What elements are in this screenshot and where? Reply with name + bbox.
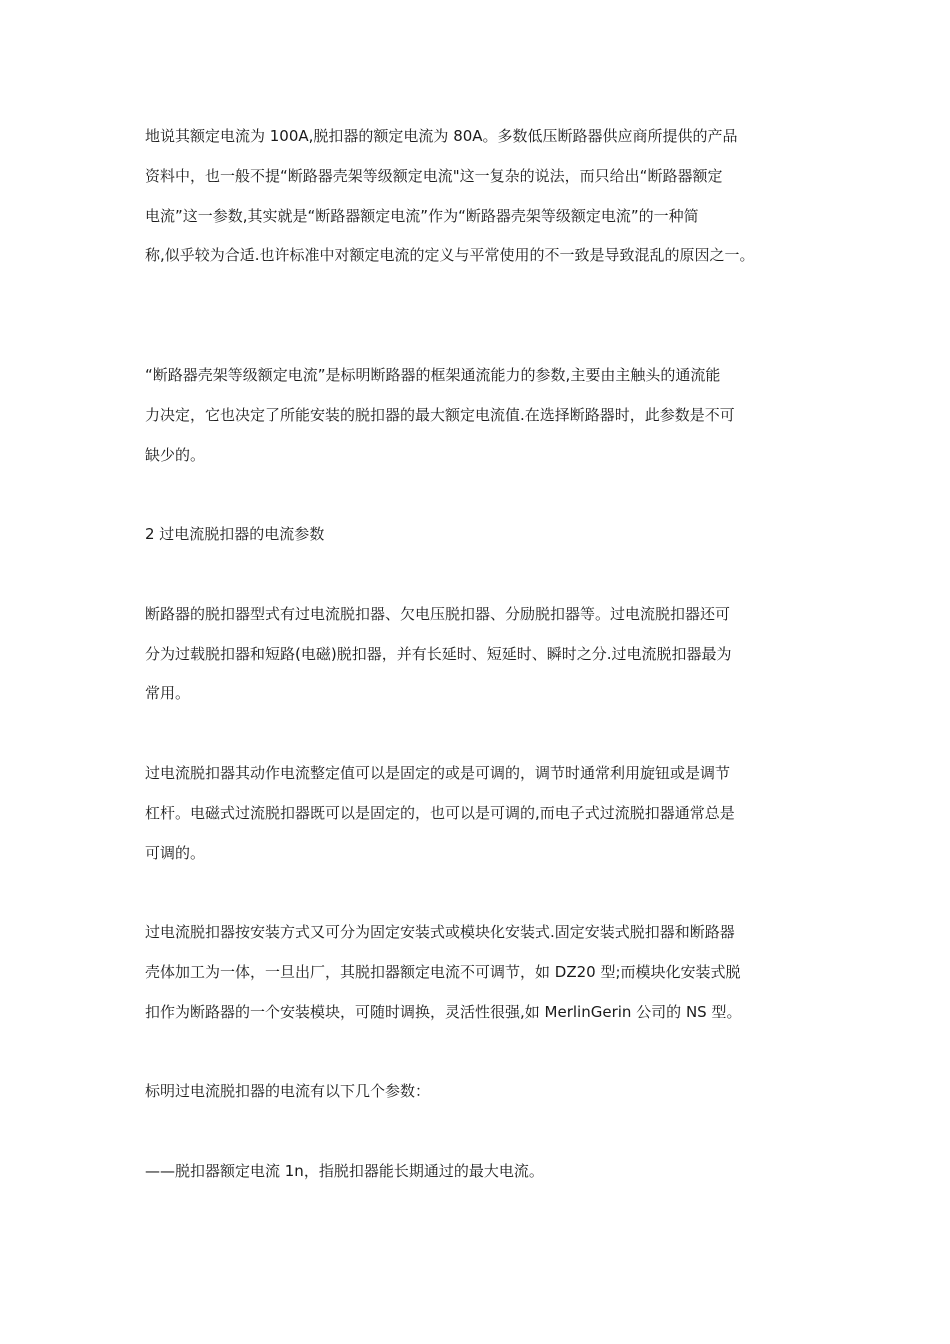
para1-line2: 资料中，也一般不提“断路器壳架等级额定电流"这一复杂的说法，而只给出“断路器额定 bbox=[145, 167, 723, 185]
para3-line1: 断路器的脱扣器型式有过电流脱扣器、欠电压脱扣器、分励脱扣器等。过电流脱扣器还可 bbox=[145, 605, 731, 623]
para1-line3: 电流”这一参数,其实就是“断路器额定电流”作为“断路器壳架等级额定电流”的一种简 bbox=[145, 207, 699, 225]
para2-line3: 缺少的。 bbox=[145, 446, 206, 464]
para1-line4: 称,似乎较为合适.也许标准中对额定电流的定义与平常使用的不一致是导致混乱的原因之一。 bbox=[145, 246, 755, 264]
section-heading: 2 过电流脱扣器的电流参数 bbox=[145, 525, 325, 543]
para6: 标明过电流脱扣器的电流有以下几个参数： bbox=[145, 1082, 431, 1100]
para2-line2: 力决定，它也决定了所能安装的脱扣器的最大额定电流值.在选择断路器时，此参数是不可 bbox=[145, 406, 735, 424]
para2-line1: “断路器壳架等级额定电流”是标明断路器的框架通流能力的参数,主要由主触头的通流能 bbox=[145, 366, 721, 384]
para4-line3: 可调的。 bbox=[145, 844, 206, 862]
para5-line2: 壳体加工为一体，一旦出厂，其脱扣器额定电流不可调节，如 DZ20 型;而模块化安装式脱 bbox=[145, 963, 741, 981]
para7: ——脱扣器额定电流 1n，指脱扣器能长期通过的最大电流。 bbox=[145, 1162, 544, 1180]
para3-line3: 常用。 bbox=[145, 684, 191, 702]
para5-line3: 扣作为断路器的一个安装模块，可随时调换，灵活性很强,如 MerlinGerin 公司的 NS 型。 bbox=[145, 1003, 742, 1021]
para4-line1: 过电流脱扣器其动作电流整定值可以是固定的或是可调的，调节时通常利用旋钮或是调节 bbox=[145, 764, 731, 782]
para3-line2: 分为过载脱扣器和短路(电磁)脱扣器，并有长延时、短延时、瞬时之分.过电流脱扣器最为 bbox=[145, 645, 732, 663]
para1-line1: 地说其额定电流为 100A,脱扣器的额定电流为 80A。多数低压断路器供应商所提供的产品 bbox=[145, 127, 738, 145]
para5-line1: 过电流脱扣器按安装方式又可分为固定安装式或模块化安装式.固定安装式脱扣器和断路器 bbox=[145, 923, 735, 941]
para4-line2: 杠杆。电磁式过流脱扣器既可以是固定的，也可以是可调的,而电子式过流脱扣器通常总是 bbox=[145, 804, 735, 822]
